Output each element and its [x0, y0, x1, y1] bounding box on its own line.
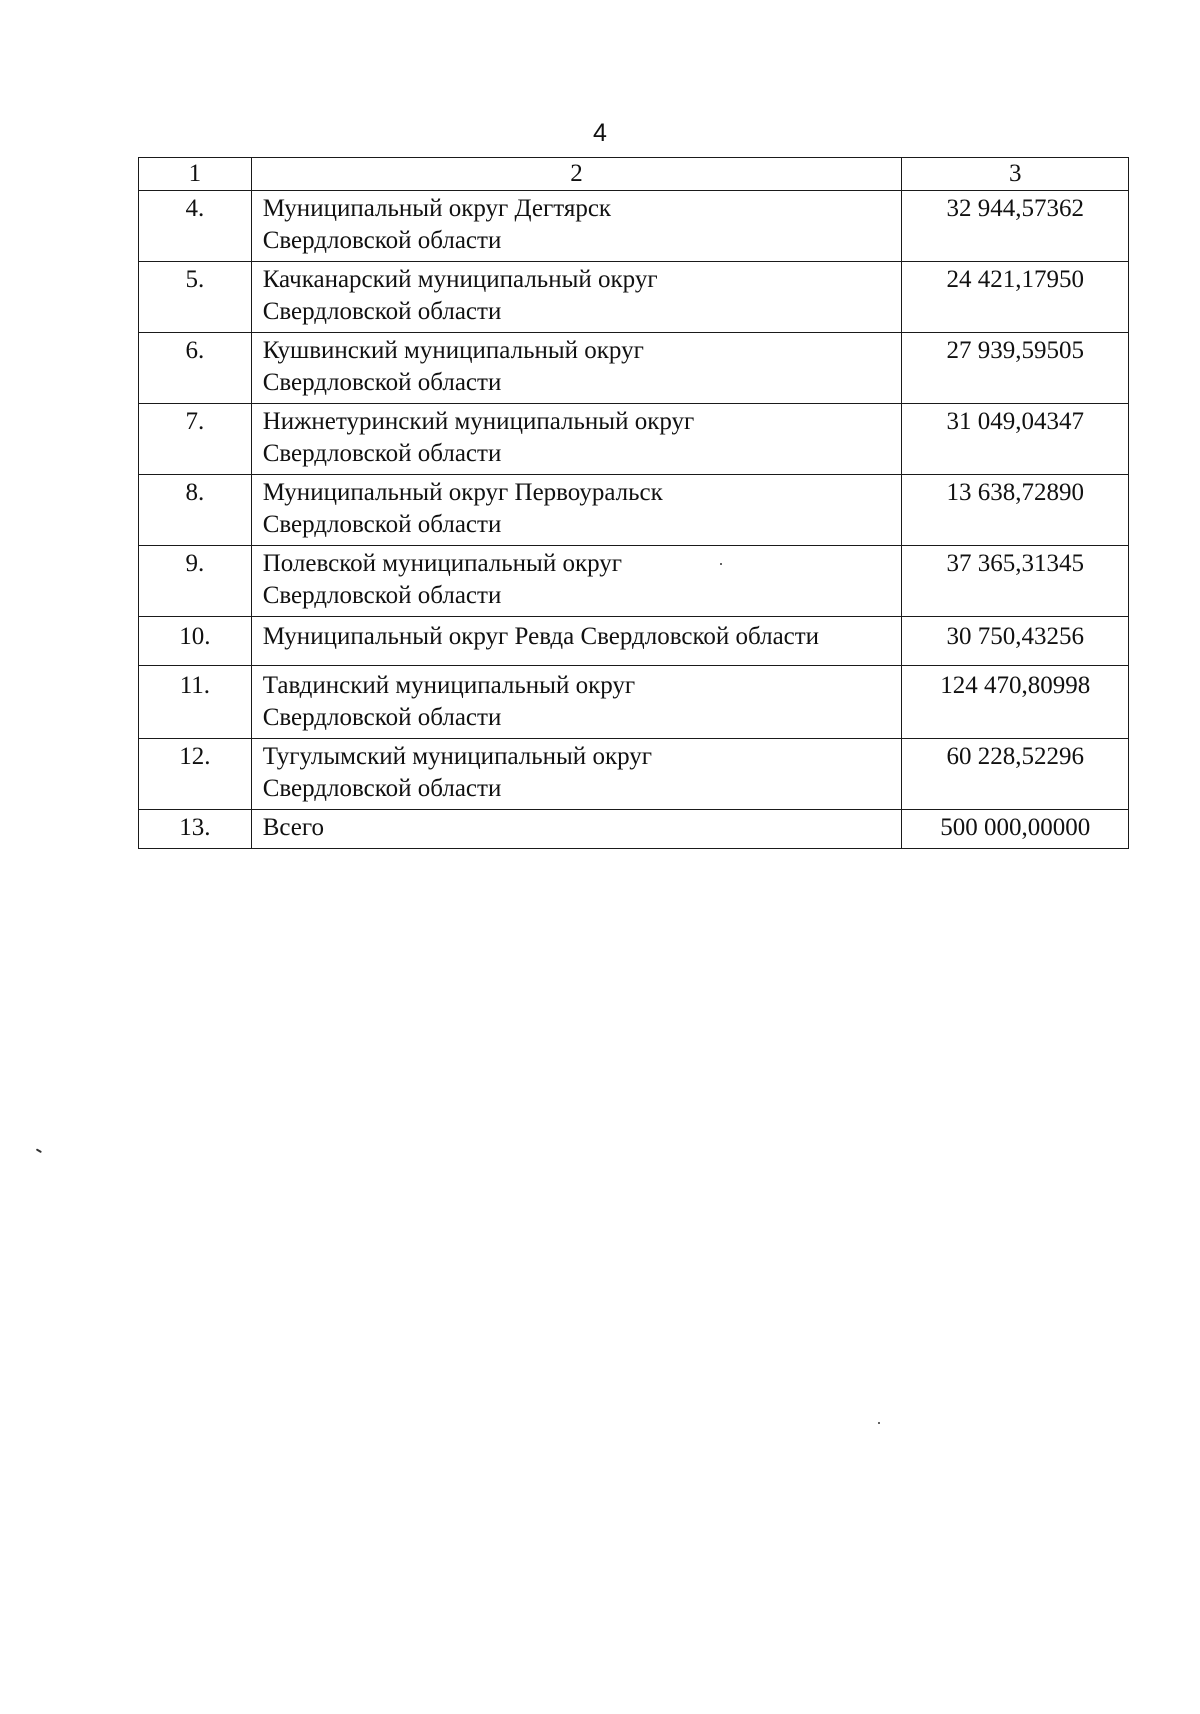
row-number: 7.	[139, 404, 252, 475]
total-label	[251, 810, 902, 849]
name-line: Качканарский муниципальный округ	[262, 266, 658, 293]
table-header-row	[139, 158, 1129, 191]
name-line: Тавдинский муниципальный округ	[262, 672, 636, 699]
municipality-name	[251, 262, 902, 333]
amount-value: 124 470,80998	[902, 666, 1129, 739]
scan-speck	[36, 1149, 42, 1153]
municipality-name	[251, 404, 902, 475]
amount-value: 60 228,52296	[902, 739, 1129, 810]
name-line: Муниципальный округ Дегтярск	[262, 195, 612, 222]
row-number: 6.	[139, 333, 252, 404]
total-row	[139, 810, 1129, 849]
municipality-name	[251, 333, 902, 404]
table-row	[139, 191, 1129, 262]
total-value: 500 000,00000	[902, 810, 1129, 849]
municipality-name	[251, 475, 902, 546]
amount-value: 37 365,31345	[902, 546, 1129, 617]
amount-value: 32 944,57362	[902, 191, 1129, 262]
name-line: Свердловской области	[262, 582, 502, 609]
table-row	[139, 617, 1129, 666]
scan-speck	[878, 1422, 880, 1424]
municipality-name	[251, 191, 902, 262]
table-row	[139, 333, 1129, 404]
name-line: Нижнетуринский муниципальный округ	[262, 408, 695, 435]
header-cell-2: 2	[251, 158, 902, 191]
row-number: 10.	[139, 617, 252, 666]
table-row	[139, 262, 1129, 333]
name-line: Муниципальный округ Ревда Свердловской области	[262, 623, 820, 650]
row-number: 12.	[139, 739, 252, 810]
name-line: Свердловской области	[262, 511, 502, 538]
row-number: 8.	[139, 475, 252, 546]
row-number: 5.	[139, 262, 252, 333]
name-line: Полевской муниципальный округ	[262, 550, 623, 577]
amount-value: 24 421,17950	[902, 262, 1129, 333]
municipality-name	[251, 739, 902, 810]
name-line: Свердловской области	[262, 227, 502, 254]
name-line: Свердловской области	[262, 704, 502, 731]
amount-value: 31 049,04347	[902, 404, 1129, 475]
scan-speck	[720, 563, 722, 565]
header-cell-3: 3	[902, 158, 1129, 191]
header-cell-1: 1	[139, 158, 252, 191]
name-line: Тугулымский муниципальный округ	[262, 743, 653, 770]
table-row	[139, 739, 1129, 810]
allocation-table	[138, 157, 1129, 849]
row-number: 13.	[139, 810, 252, 849]
table-row	[139, 666, 1129, 739]
name-line: Свердловской области	[262, 440, 502, 467]
table-row	[139, 546, 1129, 617]
municipality-name	[251, 546, 902, 617]
municipality-name	[251, 666, 902, 739]
name-line: Свердловской области	[262, 369, 502, 396]
row-number: 4.	[139, 191, 252, 262]
name-line: Всего	[262, 814, 325, 841]
row-number: 11.	[139, 666, 252, 739]
municipality-name	[251, 617, 902, 666]
amount-value: 30 750,43256	[902, 617, 1129, 666]
name-line: Кушвинский муниципальный округ	[262, 337, 644, 364]
table-row	[139, 475, 1129, 546]
name-line: Муниципальный округ Первоуральск	[262, 479, 663, 506]
name-line: Свердловской области	[262, 298, 502, 325]
row-number: 9.	[139, 546, 252, 617]
amount-value: 13 638,72890	[902, 475, 1129, 546]
page-number: 4	[593, 119, 607, 147]
table-row	[139, 404, 1129, 475]
amount-value: 27 939,59505	[902, 333, 1129, 404]
name-line: Свердловской области	[262, 775, 502, 802]
